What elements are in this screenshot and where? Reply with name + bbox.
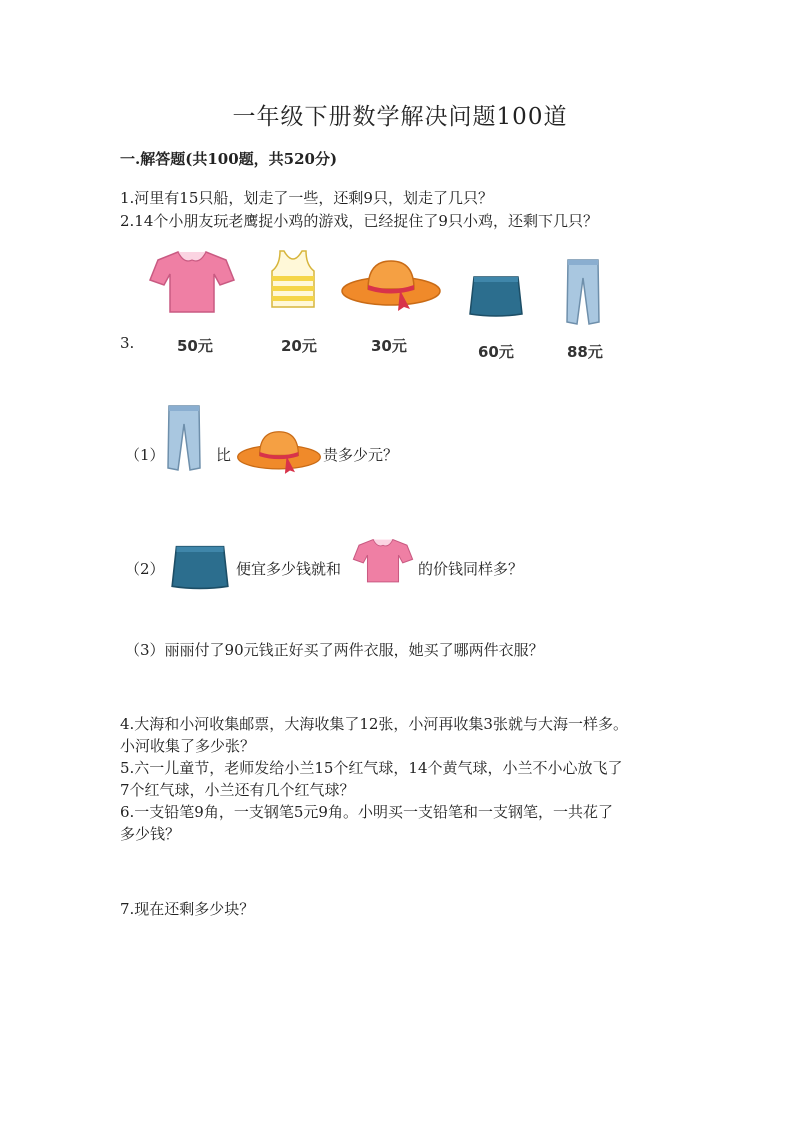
price-label: 88元 [567, 343, 603, 361]
orange-sun-hat-icon [340, 257, 442, 313]
question-7: 7.现在还剩多少块？ [120, 900, 255, 918]
subquestion-2-number: （2） [125, 560, 165, 578]
question-4: 4.大海和小河收集邮票，大海收集了12张，小河再收集3张就与大海一样多。 [120, 715, 628, 733]
subquestion-2-text: 便宜多少钱就和 [236, 560, 342, 578]
price-label: 60元 [478, 343, 514, 361]
blue-skirt-icon [468, 274, 524, 318]
question-3-number: 3. [120, 334, 135, 352]
price-label: 20元 [281, 337, 317, 355]
subquestion-2-tail: 的价钱同样多？ [418, 560, 524, 578]
blue-skirt-icon [170, 543, 230, 591]
striped-tank-top-icon [266, 249, 320, 309]
question-6-cont: 多少钱？ [120, 825, 181, 843]
subquestion-1-number: （1） [125, 446, 165, 464]
page-title: 一年级下册数学解决问题100道 [232, 104, 568, 130]
price-label: 50元 [177, 337, 213, 355]
pink-tshirt-icon [148, 248, 236, 314]
jeans-icon [565, 258, 601, 326]
question-1: 1.河里有15只船，划走了一些，还剩9只，划走了几只？ [120, 189, 493, 207]
orange-sun-hat-icon [236, 428, 322, 476]
price-label: 30元 [371, 337, 407, 355]
section-heading: 一.解答题(共100题，共520分) [120, 150, 338, 168]
question-6: 6.一支铅笔9角，一支钢笔5元9角。小明买一支铅笔和一支钢笔，一共花了 [120, 803, 613, 821]
question-5-cont: 7个红气球，小兰还有几个红气球？ [120, 781, 355, 799]
subquestion-1-text: 贵多少元？ [323, 446, 399, 464]
jeans-icon [166, 404, 202, 472]
pink-tshirt-icon [352, 534, 414, 586]
question-4-cont: 小河收集了多少张？ [120, 737, 256, 755]
subquestion-3: （3）丽丽付了90元钱正好买了两件衣服，她买了哪两件衣服？ [125, 641, 544, 659]
question-2: 2.14个小朋友玩老鹰捉小鸡的游戏，已经捉住了9只小鸡，还剩下几只？ [120, 212, 598, 230]
question-5: 5.六一儿童节，老师发给小兰15个红气球，14个黄气球，小兰不小心放飞了 [120, 759, 623, 777]
compare-word: 比 [216, 446, 232, 464]
